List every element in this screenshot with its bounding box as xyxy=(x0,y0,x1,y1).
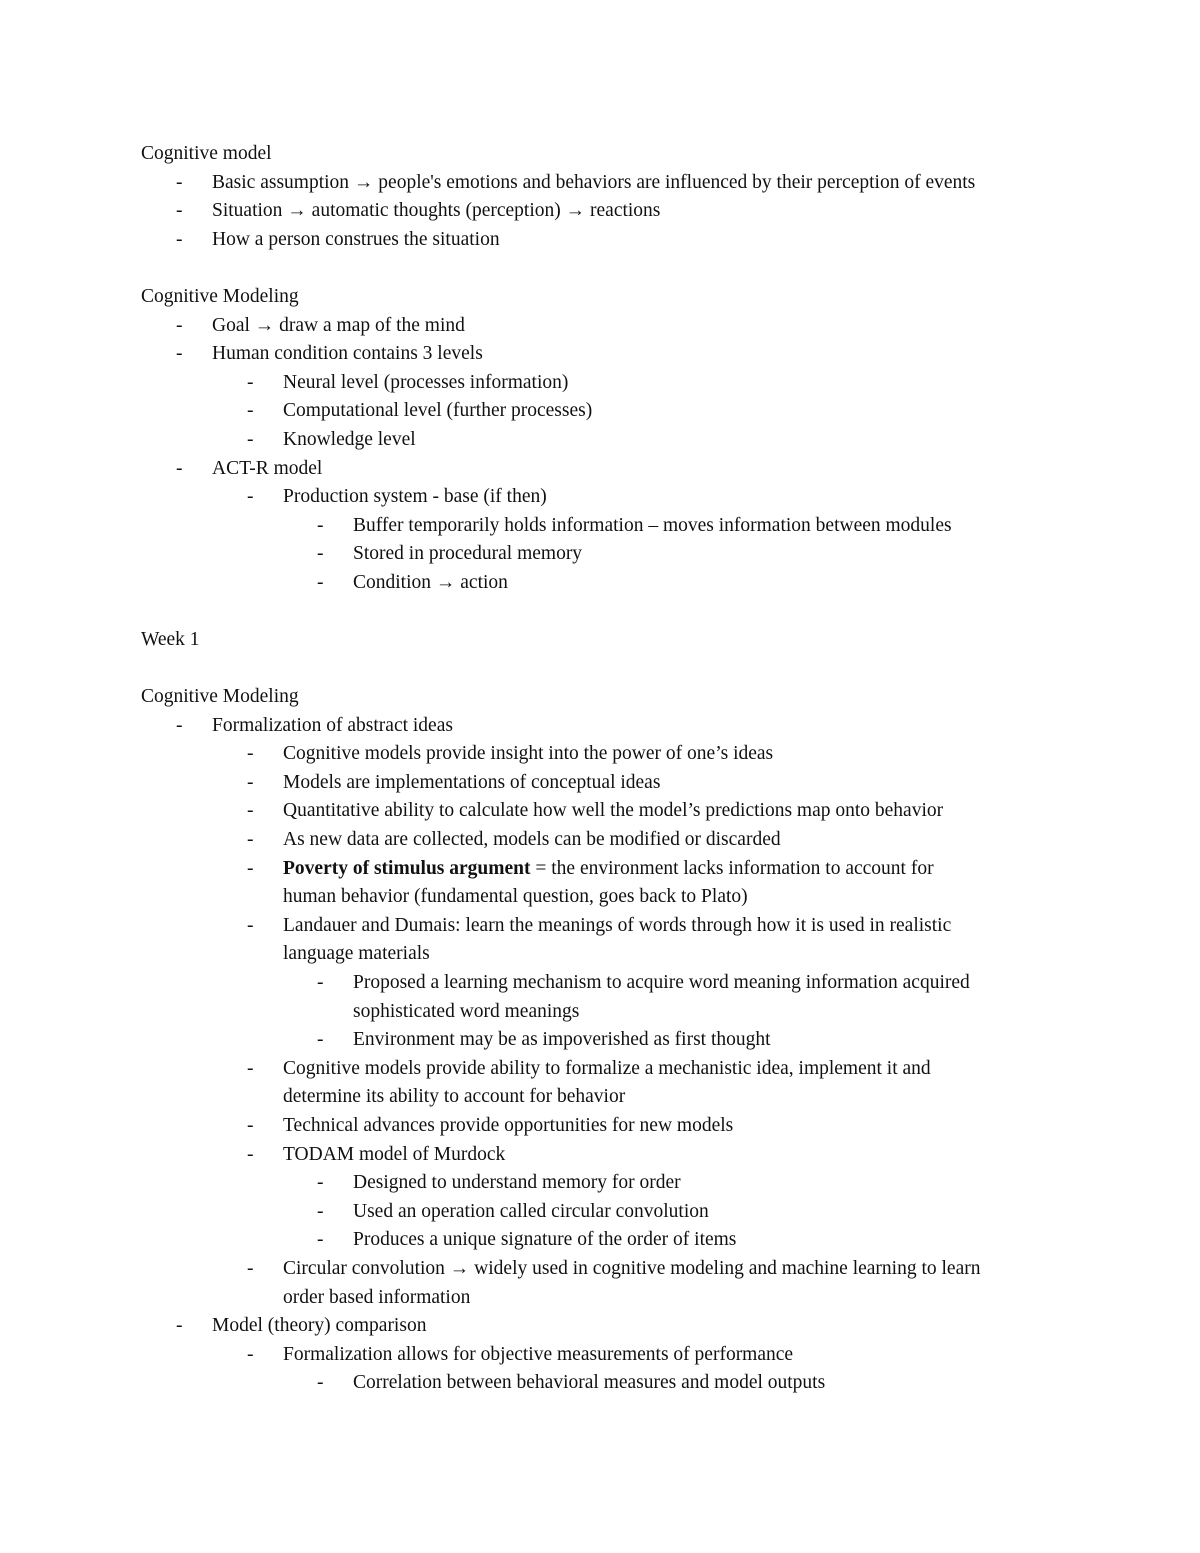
bullet-dash: - xyxy=(247,1258,254,1279)
list-item-text: Condition → action xyxy=(353,572,508,593)
bullet-dash: - xyxy=(247,400,254,422)
list-item xyxy=(0,397,1200,425)
list-item xyxy=(0,340,1200,368)
bullet-dash: - xyxy=(317,1200,324,1222)
bullet-dash: - xyxy=(317,1172,324,1194)
list-item-text: Goal → draw a map of the mind xyxy=(212,314,465,336)
list-item-text: Designed to understand memory for order xyxy=(353,1172,681,1194)
list-item xyxy=(0,1169,1200,1197)
list-item-text: Neural level (processes information) xyxy=(283,371,569,393)
bullet-dash: - xyxy=(247,1057,254,1079)
bullet-dash: - xyxy=(247,743,254,765)
list-item xyxy=(0,540,1200,568)
list-item-text: Buffer temporarily holds information – moves information between modules xyxy=(353,514,952,536)
list-item-text: Cognitive models provide ability to formalize a mechanistic idea, implement it and xyxy=(283,1057,931,1079)
list-item xyxy=(0,369,1200,397)
list-item xyxy=(0,797,1200,825)
list-item xyxy=(0,769,1200,797)
list-item xyxy=(0,712,1200,740)
list-item xyxy=(0,512,1200,540)
section-heading-text: Week 1 xyxy=(141,629,200,650)
list-item xyxy=(0,855,1200,883)
bullet-dash: - xyxy=(317,1372,324,1394)
list-item xyxy=(0,197,1200,225)
list-item xyxy=(0,1312,1200,1340)
bullet-dash: - xyxy=(176,314,183,336)
list-item-text: Quantitative ability to calculate how well the model’s predictions map onto behavior xyxy=(283,800,944,822)
section-heading xyxy=(0,140,1200,168)
list-item xyxy=(0,483,1200,511)
list-item xyxy=(0,1112,1200,1140)
section-heading xyxy=(0,626,1200,654)
section-heading-text: Cognitive model xyxy=(141,143,272,164)
list-item xyxy=(0,226,1200,254)
list-item xyxy=(0,912,1200,940)
list-item-text: Landauer and Dumais: learn the meanings of words through how it is used in realistic xyxy=(283,914,952,936)
list-item-text: Knowledge level xyxy=(283,429,416,450)
list-item-text-rest: = the environment lacks information to account for xyxy=(530,857,934,879)
bullet-dash: - xyxy=(176,714,183,736)
bullet-dash: - xyxy=(247,1143,254,1165)
list-item-text: Production system - base (if then) xyxy=(283,486,547,508)
bullet-dash: - xyxy=(176,228,183,250)
list-item xyxy=(0,426,1200,454)
bullet-dash: - xyxy=(247,371,254,393)
bullet-dash: - xyxy=(247,486,254,508)
section-heading-text: Cognitive Modeling xyxy=(141,286,299,307)
bullet-dash: - xyxy=(317,1229,324,1251)
list-item-text: Situation → automatic thoughts (perception) → reactions xyxy=(212,200,661,222)
bullet-dash: - xyxy=(247,857,254,879)
list-item-text: Computational level (further processes) xyxy=(283,400,593,422)
list-item-continuation-text: determine its ability to account for behavior xyxy=(283,1086,626,1108)
list-item xyxy=(0,1341,1200,1369)
list-item-text: Model (theory) comparison xyxy=(212,1315,427,1337)
list-item-text: Produces a unique signature of the order of items xyxy=(353,1229,737,1251)
list-item-text: Human condition contains 3 levels xyxy=(212,343,483,365)
list-item-text xyxy=(283,855,934,883)
list-item xyxy=(0,740,1200,768)
list-item-text: TODAM model of Murdock xyxy=(283,1143,506,1165)
list-item-continuation xyxy=(0,940,1200,968)
list-item-text: How a person construes the situation xyxy=(212,228,500,250)
list-item-text: Environment may be as impoverished as first thought xyxy=(353,1029,771,1051)
list-item-text: Formalization of abstract ideas xyxy=(212,714,453,736)
bold-term: Poverty of stimulus argument xyxy=(283,857,531,879)
bullet-dash: - xyxy=(317,543,324,565)
list-item-continuation xyxy=(0,883,1200,911)
list-item-continuation-text: order based information xyxy=(283,1286,471,1308)
bullet-dash: - xyxy=(247,1115,254,1136)
list-item-text: Circular convolution → widely used in cognitive modeling and machine learning to learn xyxy=(283,1258,981,1279)
list-item-text: Proposed a learning mechanism to acquire word meaning information acquired xyxy=(353,972,970,993)
bullet-dash: - xyxy=(176,171,183,193)
list-item xyxy=(0,1255,1200,1283)
list-item xyxy=(0,1026,1200,1054)
list-item xyxy=(0,1369,1200,1397)
list-item xyxy=(0,169,1200,197)
list-item xyxy=(0,569,1200,597)
list-item xyxy=(0,1198,1200,1226)
list-item-continuation-text: human behavior (fundamental question, goes back to Plato) xyxy=(283,886,748,908)
bullet-dash: - xyxy=(317,514,324,536)
list-item xyxy=(0,826,1200,854)
bullet-dash: - xyxy=(176,457,183,479)
list-item-continuation-text: language materials xyxy=(283,943,430,965)
list-item-text: As new data are collected, models can be modified or discarded xyxy=(283,829,781,850)
bullet-dash: - xyxy=(247,1343,254,1365)
section-heading xyxy=(0,683,1200,711)
list-item-text: Correlation between behavioral measures and model outputs xyxy=(353,1372,826,1394)
bullet-dash: - xyxy=(247,829,254,850)
list-item xyxy=(0,1226,1200,1254)
bullet-dash: - xyxy=(247,800,254,822)
bullet-dash: - xyxy=(317,572,324,593)
list-item-text: Formalization allows for objective measurements of performance xyxy=(283,1343,794,1365)
bullet-dash: - xyxy=(176,200,183,222)
bullet-dash: - xyxy=(247,914,254,936)
list-item-text: ACT-R model xyxy=(212,457,323,479)
section-heading xyxy=(0,283,1200,311)
list-item-text: Technical advances provide opportunities for new models xyxy=(283,1115,734,1136)
list-item-text: Models are implementations of conceptual ideas xyxy=(283,771,661,793)
list-item-text: Cognitive models provide insight into the power of one’s ideas xyxy=(283,743,774,765)
list-item-text: Used an operation called circular convolution xyxy=(353,1200,709,1222)
bullet-dash: - xyxy=(247,429,254,450)
bullet-dash: - xyxy=(317,1029,324,1051)
list-item xyxy=(0,312,1200,340)
list-item xyxy=(0,1141,1200,1169)
list-item-continuation xyxy=(0,1284,1200,1312)
list-item xyxy=(0,1055,1200,1083)
bullet-dash: - xyxy=(176,343,183,365)
bullet-dash: - xyxy=(317,972,324,993)
bullet-dash: - xyxy=(176,1315,183,1337)
section-heading-text: Cognitive Modeling xyxy=(141,686,299,707)
list-item xyxy=(0,969,1200,997)
list-item-continuation xyxy=(0,998,1200,1026)
list-item-continuation xyxy=(0,1083,1200,1111)
list-item-text: Stored in procedural memory xyxy=(353,543,583,565)
list-item xyxy=(0,455,1200,483)
list-item-continuation-text: sophisticated word meanings xyxy=(353,1000,580,1022)
bullet-dash: - xyxy=(247,771,254,793)
list-item-text: Basic assumption → people's emotions and behaviors are influenced by their perception of events xyxy=(212,171,976,193)
